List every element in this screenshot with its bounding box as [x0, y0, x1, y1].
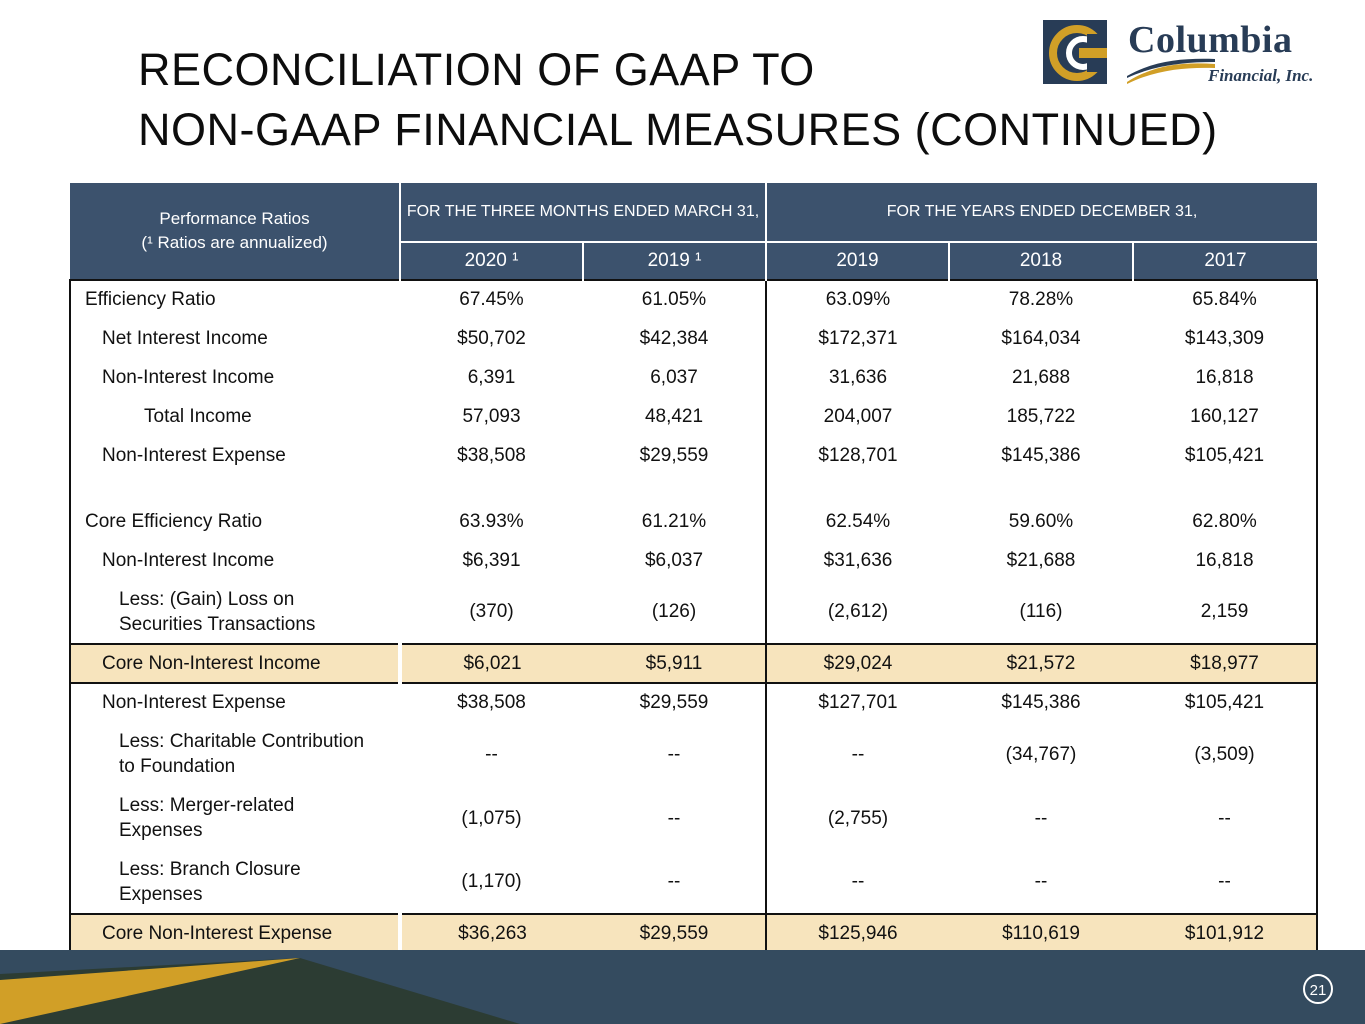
row-label-line-1: Less: (Gain) Loss on	[119, 588, 295, 610]
title-line-2: NON-GAAP FINANCIAL MEASURES (CONTINUED)	[138, 104, 1218, 155]
cell: $145,386	[1001, 444, 1081, 466]
row-gain-loss-securities	[70, 580, 1317, 644]
row-label: Non-Interest Expense	[102, 444, 286, 466]
years-ended-header: FOR THE YEARS ENDED DECEMBER 31,	[766, 183, 1317, 242]
year-col-2018: 2018	[949, 242, 1133, 280]
row-label-line-2: Securities Transactions	[119, 613, 316, 635]
cell: 185,722	[1006, 405, 1076, 427]
cell: 6,037	[583, 358, 766, 397]
year-col-2020q: 2020 ¹	[400, 242, 583, 280]
cell: $172,371	[818, 327, 898, 349]
row-core-efficiency-ratio	[70, 502, 1317, 541]
row-label: Net Interest Income	[102, 327, 268, 349]
cell: $110,619	[949, 914, 1133, 953]
row-spacer	[70, 475, 1317, 502]
cell: 62.80%	[1192, 510, 1257, 532]
cell: 59.60%	[1008, 510, 1074, 532]
cell: $29,024	[766, 644, 949, 683]
row-label: Non-Interest Income	[102, 549, 275, 571]
cell: $105,421	[1184, 444, 1265, 466]
cell: --	[1034, 871, 1048, 892]
cell: 21,688	[1011, 366, 1071, 388]
cell: 57,093	[462, 405, 521, 427]
cell: (34,767)	[1005, 743, 1077, 765]
cell: $36,263	[400, 914, 583, 953]
row-label: Core Efficiency Ratio	[85, 510, 263, 532]
columbia-emblem-icon	[1043, 20, 1107, 84]
row-label-line-1: Less: Branch Closure	[119, 858, 301, 880]
cell: 63.09%	[825, 289, 891, 310]
row-non-interest-expense	[70, 436, 1317, 475]
cell: 67.45%	[459, 289, 524, 310]
row-label	[70, 722, 400, 786]
cell: (116)	[1019, 601, 1063, 622]
cell: $29,559	[583, 436, 766, 475]
row-core-non-interest-income	[70, 644, 1317, 683]
cell: --	[583, 722, 766, 786]
performance-ratios-header	[70, 183, 400, 280]
three-months-header: FOR THE THREE MONTHS ENDED MARCH 31,	[400, 183, 766, 242]
cell: $29,559	[583, 914, 766, 953]
cell: $143,309	[1184, 327, 1265, 349]
cell: 62.54%	[825, 510, 891, 532]
cell: $18,977	[1133, 644, 1317, 683]
page-number: 21	[1303, 974, 1333, 1004]
cell: $21,688	[1006, 549, 1076, 571]
row-label	[70, 580, 400, 644]
cell: 31,636	[828, 366, 888, 388]
cell: $38,508	[457, 444, 526, 466]
row-branch-closure-expenses	[70, 850, 1317, 914]
cell: $29,559	[583, 683, 766, 722]
row-label: Core Non-Interest Income	[70, 644, 400, 683]
row-charitable-contribution	[70, 722, 1317, 786]
cell: (2,612)	[827, 601, 889, 622]
cell: 6,391	[467, 366, 516, 388]
cell: 78.28%	[1008, 289, 1074, 310]
row-core-non-interest-expense	[70, 914, 1317, 953]
cell: $38,508	[457, 692, 526, 713]
cell: (1,170)	[461, 871, 522, 892]
cell: $42,384	[583, 319, 766, 358]
cell: 2,159	[1200, 601, 1249, 622]
cell: --	[485, 743, 498, 765]
row-label-line-2: Expenses	[119, 820, 203, 841]
reconciliation-table	[69, 183, 1318, 954]
row-label: Core Non-Interest Expense	[70, 914, 400, 953]
cell: $164,034	[1001, 327, 1081, 349]
row-merger-expenses	[70, 786, 1317, 850]
cell: --	[583, 850, 766, 914]
row-label: Total Income	[144, 405, 252, 427]
row-label-line-2: Expenses	[119, 883, 203, 905]
cell: 48,421	[583, 397, 766, 436]
row-non-interest-income-2	[70, 541, 1317, 580]
cell: 160,127	[1190, 405, 1259, 427]
cell: --	[851, 743, 865, 765]
cell: $101,912	[1133, 914, 1317, 953]
cell: $6,037	[583, 541, 766, 580]
row-label-line-1: Less: Merger-related	[119, 795, 295, 816]
cell: (1,075)	[461, 807, 522, 829]
row-label	[70, 850, 400, 914]
cell: $31,636	[823, 549, 893, 571]
spacer-cell	[949, 475, 1133, 502]
row-label	[70, 786, 400, 850]
cell: 61.21%	[583, 502, 766, 541]
cell: $50,702	[457, 327, 526, 349]
logo-swoosh-icon	[1125, 58, 1215, 86]
row-non-interest-expense-2	[70, 683, 1317, 722]
logo-subtitle: Financial, Inc.	[1208, 66, 1314, 85]
footer-banner	[0, 950, 1365, 1024]
cell: --	[583, 786, 766, 850]
company-logo	[1043, 18, 1343, 88]
perf-note: (¹ Ratios are annualized)	[141, 233, 328, 252]
cell: 16,818	[1195, 366, 1254, 388]
cell: --	[851, 871, 865, 892]
cell: 61.05%	[583, 280, 766, 319]
row-label-line-2: to Foundation	[119, 756, 236, 777]
row-net-interest-income	[70, 319, 1317, 358]
cell: $105,421	[1184, 692, 1265, 713]
cell: $6,391	[462, 549, 521, 571]
row-label-line-1: Less: Charitable Contribution	[119, 731, 365, 752]
spacer-cell	[583, 475, 766, 502]
row-efficiency-ratio	[70, 280, 1317, 319]
cell: (370)	[469, 601, 514, 622]
year-col-2017: 2017	[1133, 242, 1317, 280]
cell: (2,755)	[827, 807, 889, 829]
cell: --	[1034, 807, 1048, 829]
row-non-interest-income	[70, 358, 1317, 397]
cell: $127,701	[818, 692, 898, 713]
cell: 204,007	[823, 405, 893, 427]
spacer-cell	[766, 475, 949, 502]
row-total-income	[70, 397, 1317, 436]
logo-name: Columbia	[1128, 19, 1293, 61]
cell: (3,509)	[1194, 743, 1255, 765]
cell: $6,021	[400, 644, 583, 683]
cell: (126)	[583, 580, 766, 644]
spacer-cell	[70, 475, 400, 502]
cell: $125,946	[766, 914, 949, 953]
year-col-2019: 2019	[766, 242, 949, 280]
perf-label: Performance Ratios	[159, 209, 310, 228]
year-col-2019q: 2019 ¹	[583, 242, 766, 280]
cell: 63.93%	[459, 510, 524, 532]
cell: 16,818	[1195, 549, 1254, 571]
cell: $145,386	[1001, 692, 1081, 713]
cell: $21,572	[949, 644, 1133, 683]
cell: $128,701	[818, 444, 898, 466]
row-label: Non-Interest Income	[102, 366, 275, 388]
row-label: Non-Interest Expense	[102, 692, 286, 713]
spacer-cell	[400, 475, 583, 502]
row-label: Efficiency Ratio	[85, 289, 216, 310]
title-line-1: RECONCILIATION OF GAAP TO	[138, 44, 815, 95]
cell: --	[1218, 807, 1231, 829]
cell: --	[1218, 871, 1231, 892]
spacer-cell	[1133, 475, 1317, 502]
cell: $5,911	[583, 644, 766, 683]
cell: 65.84%	[1192, 289, 1257, 310]
